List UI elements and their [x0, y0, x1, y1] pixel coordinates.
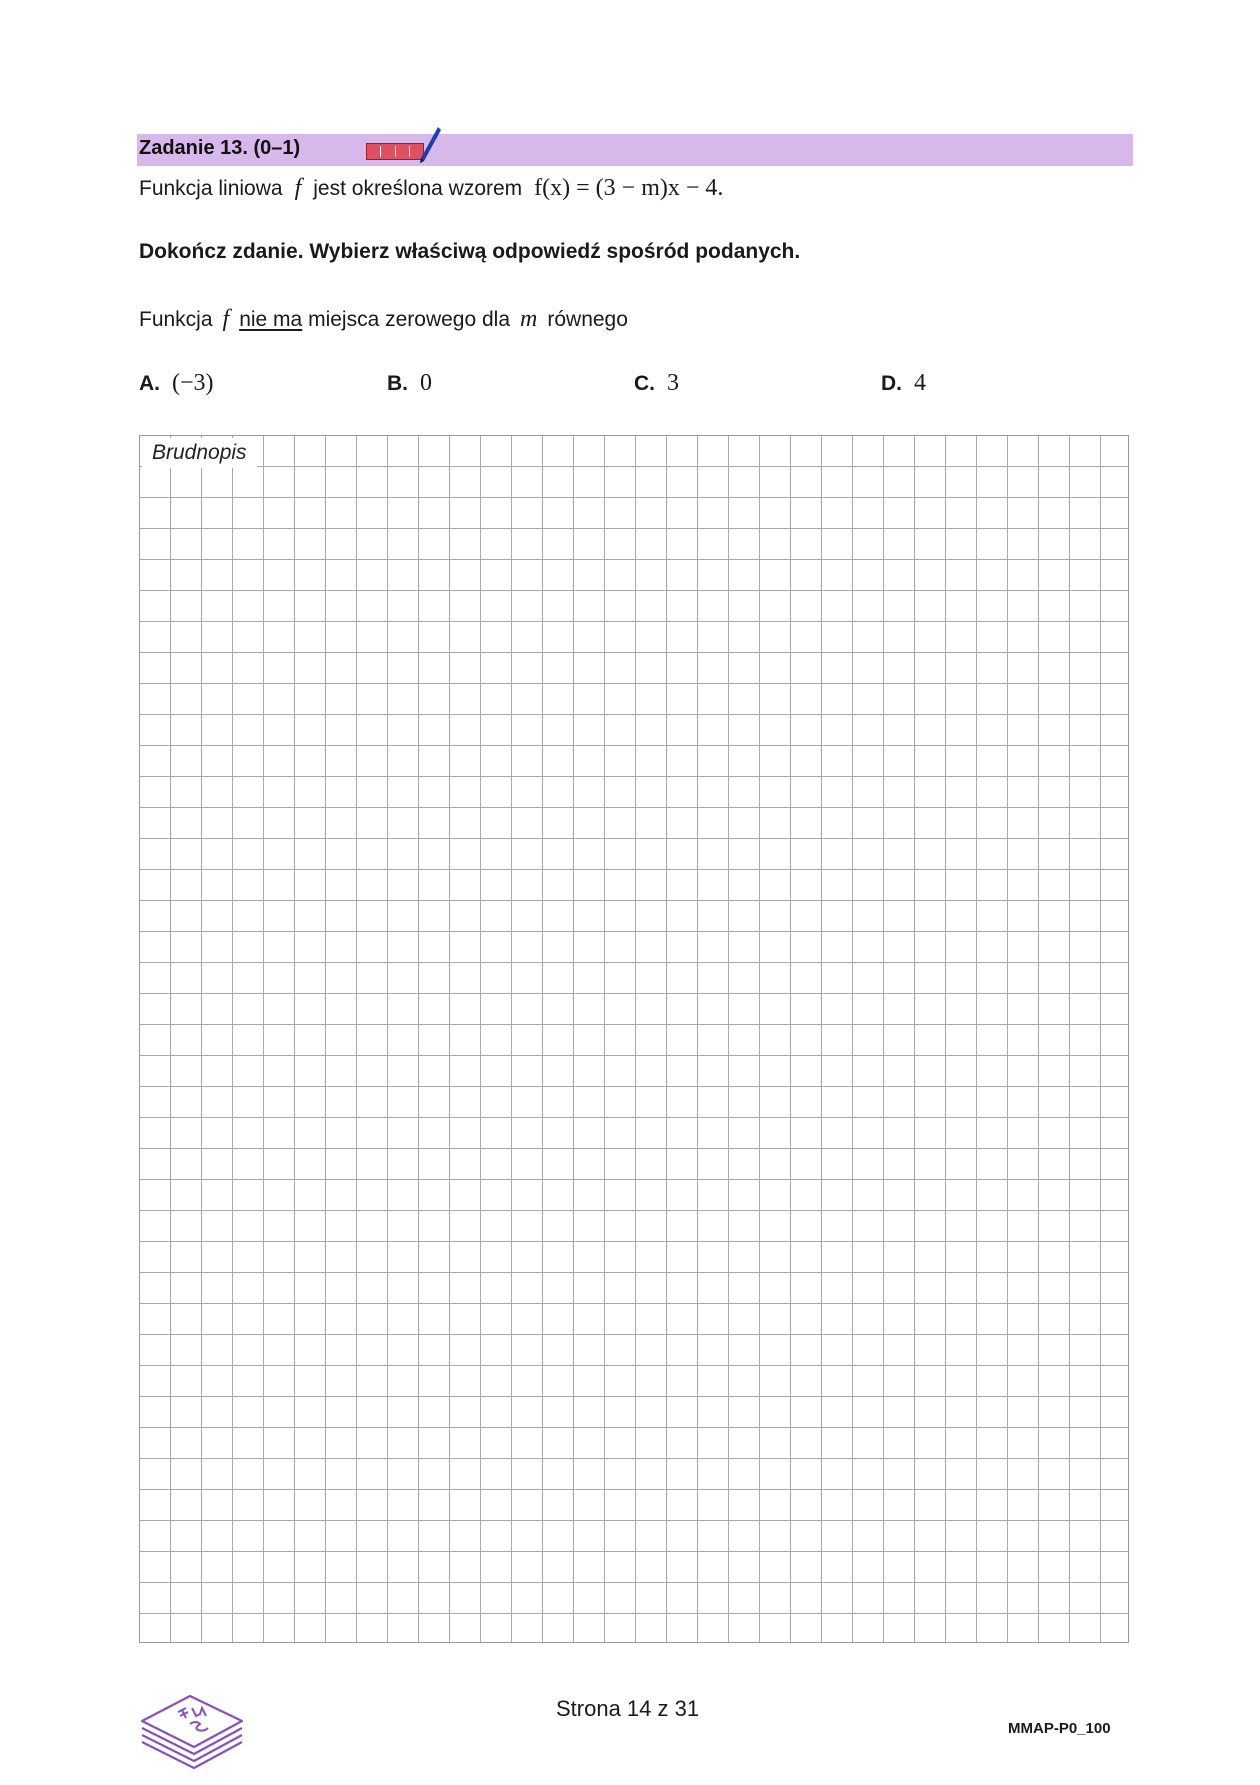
- document-code: MMAP-P0_100: [1008, 1720, 1111, 1737]
- option-letter: C.: [634, 372, 655, 395]
- option-value: 4: [914, 370, 926, 396]
- intro-formula: f(x) = (3 − m)x − 4.: [534, 175, 724, 201]
- question-var-f: f: [222, 306, 230, 332]
- option-value: 3: [667, 370, 679, 396]
- option-letter: A.: [139, 372, 160, 395]
- option-a[interactable]: [139, 370, 214, 397]
- option-c[interactable]: [634, 370, 679, 397]
- page-number: Strona 14 z 31: [556, 1696, 700, 1721]
- intro-text-1: Funkcja liniowa: [139, 177, 283, 200]
- skill-boxes-icon: [366, 143, 424, 160]
- question-var-m: m: [520, 306, 538, 332]
- task-title: Zadanie 13. (0–1): [139, 137, 301, 159]
- option-letter: D.: [881, 372, 902, 395]
- question-underlined: nie ma: [239, 308, 303, 331]
- pen-icon: [418, 125, 442, 165]
- option-b[interactable]: [387, 370, 432, 397]
- question-text-3: równego: [547, 308, 628, 331]
- instruction: Dokończ zdanie. Wybierz właściwą odpowiedź spośród podanych.: [139, 240, 801, 263]
- question-text-2: miejsca zerowego dla: [308, 308, 511, 331]
- option-value: (−3): [172, 370, 214, 396]
- option-d[interactable]: [881, 370, 926, 397]
- option-letter: B.: [387, 372, 408, 395]
- intro-text-2: jest określona wzorem: [313, 177, 523, 200]
- task-header: [137, 134, 1133, 166]
- scratchpad-grid[interactable]: [139, 435, 1129, 1643]
- question-stem: [139, 306, 628, 333]
- question-text-1: Funkcja: [139, 308, 213, 331]
- scratchpad-label: Brudnopis: [142, 438, 257, 468]
- task-intro: [139, 175, 723, 202]
- cke-stacked-sheets-logo: [136, 1690, 246, 1770]
- option-value: 0: [420, 370, 432, 396]
- intro-var-f: f: [294, 175, 302, 201]
